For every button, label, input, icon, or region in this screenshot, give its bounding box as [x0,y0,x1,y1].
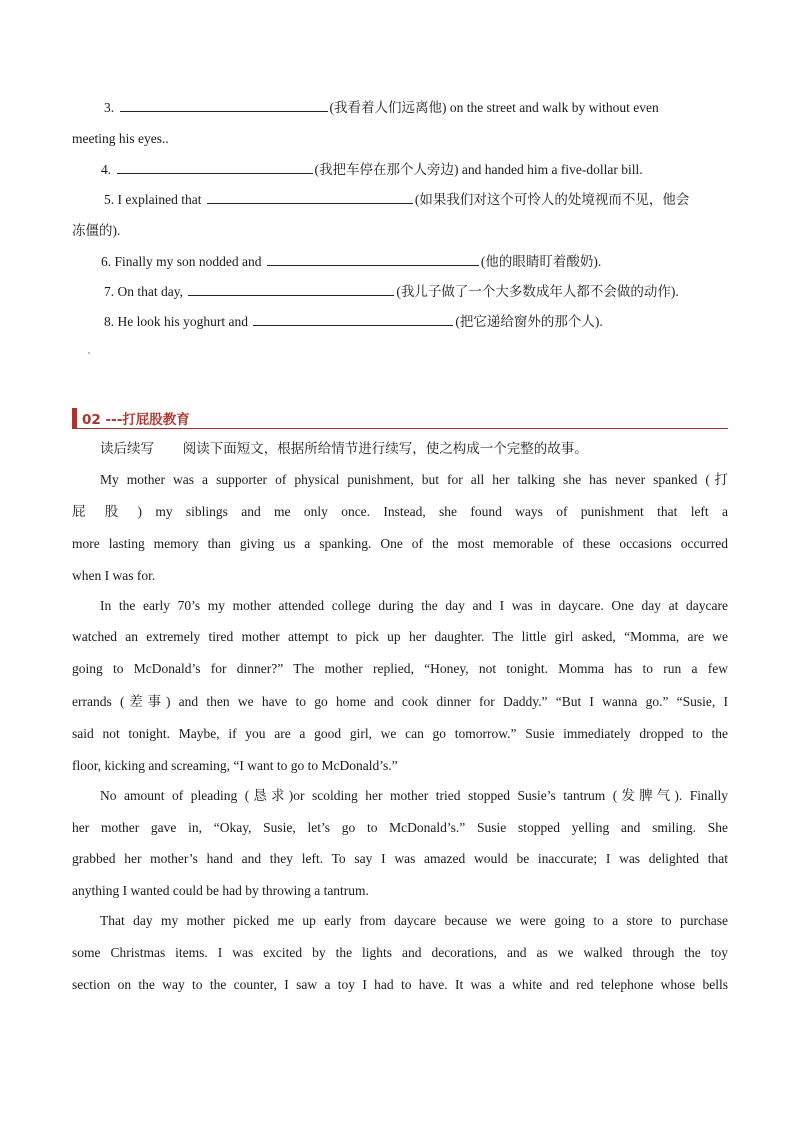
story-line: That day my mother picked me up early from daycare because we were going to a store to purchase [100,913,728,928]
story-line: when I was for. [72,568,156,583]
exercise-3 [104,97,728,118]
answer-blank[interactable] [188,281,394,296]
story-line: grabbed her mother’s hand and they left. To say I was amazed would be inaccurate; I was delighted that [72,851,728,866]
instruction-label: 读后续写 [100,441,154,456]
section-title: 02 ---打屁股教育 [82,412,190,428]
exercise-number: 8. [104,314,115,329]
story-line: My mother was a supporter of physical punishment, but for all her talking she has never spanked (打 [100,472,728,487]
story-line: some Christmas items. I was excited by the lights and decorations, and as we walked through the toy [72,945,728,960]
story-line: floor, kicking and screaming, “I want to go to McDonald’s.” [72,758,398,773]
exercise-5 [104,189,728,210]
exercise-text: and handed him a five-dollar bill. [458,162,643,177]
story-line: said not tonight. Maybe, if you are a good girl, we can go tomorrow.” Susie immediately dropped to the [72,726,728,741]
answer-blank[interactable] [117,159,313,174]
exercise-number: 7. [104,284,115,299]
exercise-text: I explained that [117,192,202,207]
exercise-text: on the street and walk by without even [446,100,659,115]
answer-blank[interactable] [253,311,453,326]
section-header [72,406,728,429]
exercise-5-continuation: 冻僵的). [72,223,121,238]
exercise-number: 5. [104,192,115,207]
answer-blank[interactable] [207,189,413,204]
exercise-number: 6. [101,254,112,269]
exercise-text: On that day, [117,284,183,299]
exercise-8 [104,311,728,332]
story-line: 屁 股 ) my siblings and me only once. Instead, she found ways of punishment that left a [72,504,728,519]
exercise-text: Finally my son nodded and [114,254,262,269]
exercise-hint: (他的眼睛盯着酸奶). [480,254,602,269]
story-line: anything I wanted could be had by throwing a tantrum. [72,883,369,898]
exercise-3-continuation: meeting his eyes.. [72,131,169,146]
story-line: In the early 70’s my mother attended college during the day and I was in daycare. One day at daycare [100,598,728,613]
answer-blank[interactable] [267,251,479,266]
story-line: errands (差事) and then we have to go home and cook dinner for Daddy.” “But I wanna go.” “Susie, I [72,694,728,709]
exercise-hint: (把它递给窗外的那个人). [455,314,603,329]
exercise-hint: (如果我们对这个可怜人的处境视而不见，他会 [414,192,690,207]
story-line: her mother gave in, “Okay, Susie, let’s go to McDonald’s.” Susie stopped yelling and smiling. She [72,820,728,835]
exercise-number: 3. [104,100,115,115]
decorative-dot [88,352,90,354]
story-line: section on the way to the counter, I saw a toy I had to have. It was a white and red telephone whose bells [72,977,728,992]
story-line: more lasting memory than giving us a spanking. One of the most memorable of these occasions occurred [72,536,728,551]
exercise-6 [101,251,728,272]
story-line: watched an extremely tired mother attempt to pick up her daughter. The little girl asked, “Momma, are we [72,629,728,644]
answer-blank[interactable] [120,97,328,112]
instruction [100,439,728,459]
exercise-number: 4. [101,162,112,177]
exercise-hint: (我把车停在那个人旁边) [314,162,459,177]
section-marker [72,408,77,428]
story-line: No amount of pleading (恳求)or scolding her mother tried stopped Susie’s tantrum (发脾气). Finally [100,788,728,803]
exercise-hint: (我看着人们远离他) [329,100,447,115]
exercise-text: He look his yoghurt and [117,314,248,329]
exercise-4 [101,159,728,180]
exercise-7 [104,281,728,302]
story-line: going to McDonald’s for dinner?” The mother replied, “Honey, not tonight. Momma has to run a few [72,661,728,676]
instruction-text: 阅读下面短文，根据所给情节进行续写，使之构成一个完整的故事。 [182,441,588,456]
exercise-hint: (我儿子做了一个大多数成年人都不会做的动作). [396,284,679,299]
